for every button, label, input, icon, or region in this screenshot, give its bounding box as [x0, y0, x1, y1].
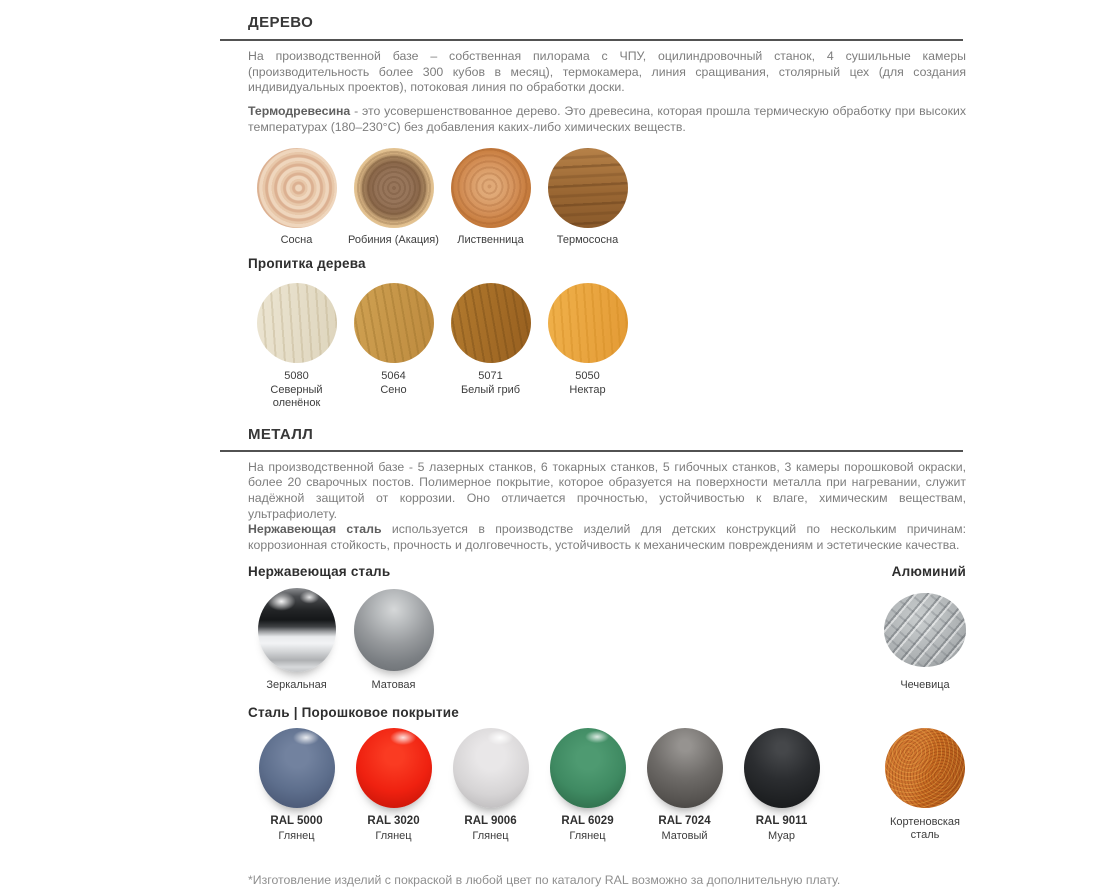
stainless-paragraph [248, 522, 966, 553]
powder-swatch [647, 728, 723, 808]
wood-slice-swatch [548, 148, 628, 228]
swatch-holder [354, 587, 434, 673]
wood-sample-4 [539, 148, 636, 247]
aluminum-subheading: Алюминий [891, 563, 966, 579]
sample-finish: Глянец [278, 829, 315, 842]
powder-swatch [259, 728, 335, 808]
sample-label: Северный оленёнок [270, 383, 323, 409]
stainless-sample-1 [248, 587, 345, 692]
powder-samples-row [248, 728, 966, 843]
wood-samples-row [248, 148, 966, 247]
sample-label: Кортеновская сталь [890, 815, 960, 841]
impregnation-subheading-rest: дерева [313, 255, 366, 271]
diamond-plate-swatch [884, 593, 966, 667]
sample-label: Нектар [569, 383, 606, 396]
powder-sample-4 [539, 728, 636, 843]
impregnation-swatch [451, 283, 531, 363]
mirror-steel-swatch [258, 588, 336, 672]
wood-slice-swatch [354, 148, 434, 228]
corten-sample [870, 728, 980, 843]
impregnation-sample-4 [539, 283, 636, 410]
sample-code: RAL 7024 [658, 814, 711, 827]
sample-label: Робиния (Акация) [348, 233, 439, 246]
sample-label: Чечевица [900, 678, 950, 691]
metal-intro-paragraph: На производственной базе - 5 лазерных станков, 6 токарных станков, 5 гибочных станков, 3 камеры порошковой окраски, более 20 сварочных постов. Полимерное покрытие, которое образуется на поверхности металла при нагревании, служит надёжной защитой от коррозии. Оно отличается прочностью, устойчивостью к влаге, химическим веществам, ультрафиолету. [248, 459, 966, 521]
powder-sample-1 [248, 728, 345, 843]
wood-slice-swatch [451, 148, 531, 228]
impregnation-sample-3 [442, 283, 539, 410]
corten-steel-swatch [885, 728, 965, 808]
sample-finish: Муар [768, 829, 795, 842]
powder-sample-2 [345, 728, 442, 843]
ral-footnote: *Изготовление изделий с покраской в любой цвет по каталогу RAL возможно за дополнительную плату. [248, 872, 841, 887]
powder-swatch [550, 728, 626, 808]
metal-section-divider [220, 450, 963, 452]
sample-label: Матовая [371, 678, 416, 691]
wood-sample-3 [442, 148, 539, 247]
sample-label: Сено [380, 383, 407, 396]
metal-subheadings-row [248, 563, 966, 580]
sample-finish: Глянец [472, 829, 509, 842]
impregnation-swatch [257, 283, 337, 363]
wood-section-title: ДЕРЕВО [248, 14, 314, 31]
sample-label: Сосна [280, 233, 313, 246]
swatch-holder [258, 587, 336, 673]
wood-section-divider [220, 39, 963, 41]
swatch-holder [884, 587, 966, 673]
powder-coating-subheading: Сталь | Порошковое покрытие [248, 704, 459, 720]
powder-swatch [453, 728, 529, 808]
sample-code: 5071 [478, 369, 503, 382]
metal-section-title: МЕТАЛЛ [248, 425, 314, 443]
sample-finish: Глянец [375, 829, 412, 842]
sample-code: RAL 6029 [561, 814, 614, 827]
sample-code: 5080 [284, 369, 309, 382]
stainless-subheading: Нержавеющая сталь [248, 563, 391, 579]
stainless-sample-2 [345, 587, 442, 692]
stainless-description: используется в производстве изделий для детских конструкций по нескольким причинам: коррозионная стойкость, прочность и долговечность, устойчивость к механическим повреждениям и эстетические качества. [248, 522, 967, 553]
sample-label: Белый гриб [460, 383, 521, 396]
powder-sample-6 [733, 728, 830, 843]
wood-slice-swatch [257, 148, 337, 228]
sample-finish: Матовый [661, 829, 708, 842]
sample-code: RAL 9011 [755, 814, 808, 827]
stainless-term: Нержавеющая сталь [248, 522, 382, 537]
sample-label: Зеркальная [266, 678, 327, 691]
powder-swatch [744, 728, 820, 808]
stainless-samples-row [248, 587, 966, 692]
sample-code: RAL 5000 [270, 814, 323, 827]
wood-intro-paragraph: На производственной базе – собственная пилорама с ЧПУ, оцилиндровочный станок, 4 сушильные камеры (производительность более 300 кубов в месяц), термокамера, линия сращивания, столярный цех (для создания индивидуальных проектов), потоковая линия по обработки доски. [248, 49, 966, 95]
impregnation-sample-2 [345, 283, 442, 410]
sample-code: 5064 [381, 369, 406, 382]
impregnation-samples-row [248, 283, 966, 410]
sample-code: 5050 [575, 369, 600, 382]
thermowood-term: Термодревесина [248, 104, 351, 119]
catalog-page [248, 14, 966, 887]
aluminum-sample [870, 587, 980, 692]
thermowood-description: - это усовершенствованное дерево. Это древесина, которая прошла термическую обработку при высоких температурах (180–230°С) без добавления каких-либо химических веществ. [248, 104, 966, 134]
sample-label: Лиственница [457, 233, 524, 246]
sample-code: RAL 9006 [464, 814, 517, 827]
sample-code: RAL 3020 [367, 814, 420, 827]
impregnation-swatch [354, 283, 434, 363]
wood-sample-2 [345, 148, 442, 247]
sample-finish: Глянец [569, 829, 606, 842]
powder-sample-5 [636, 728, 733, 843]
impregnation-subheading [248, 255, 966, 272]
sample-label: Термососна [556, 233, 619, 246]
impregnation-sample-1 [248, 283, 345, 410]
powder-swatch [356, 728, 432, 808]
thermowood-paragraph [248, 104, 966, 135]
powder-sample-3 [442, 728, 539, 843]
wood-sample-1 [248, 148, 345, 247]
impregnation-swatch [548, 283, 628, 363]
matte-steel-swatch [354, 589, 434, 671]
impregnation-subheading-strong: Пропитка [248, 255, 314, 271]
